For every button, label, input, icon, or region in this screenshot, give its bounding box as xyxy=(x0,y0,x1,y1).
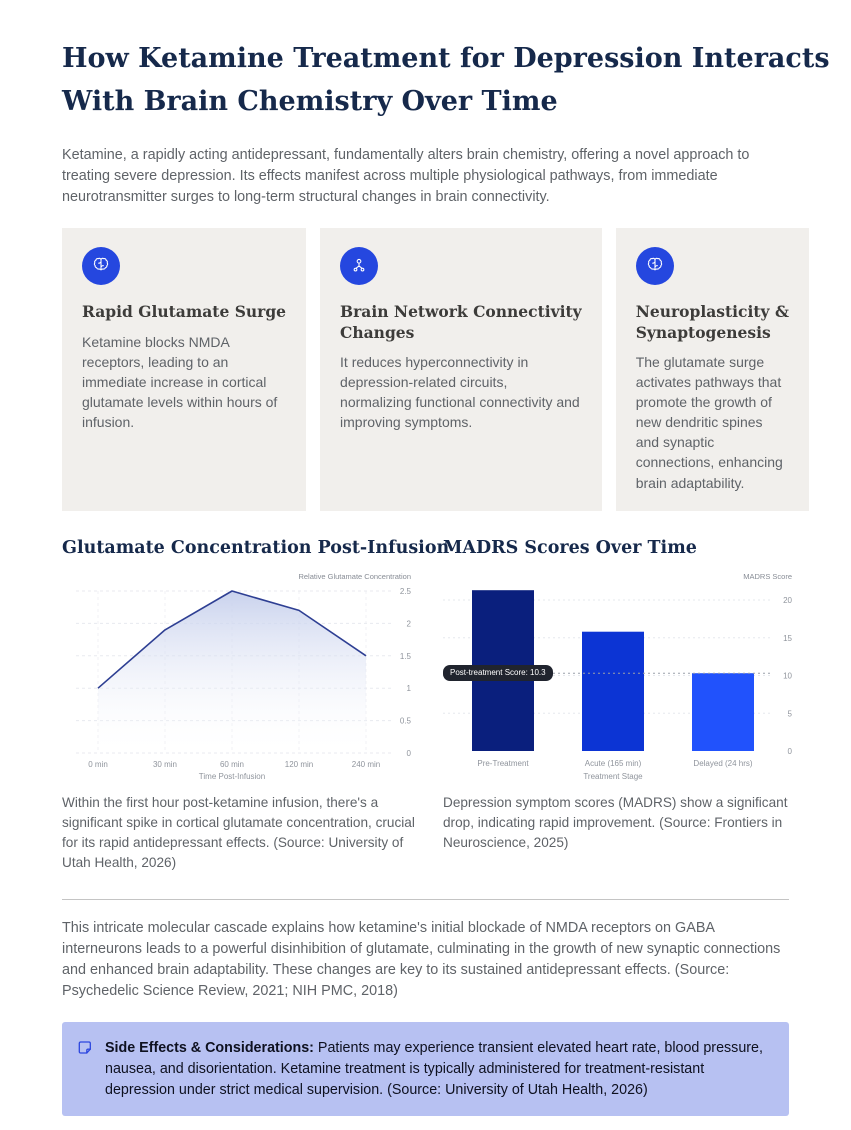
svg-text:Pre-Treatment: Pre-Treatment xyxy=(477,758,529,768)
brain-icon xyxy=(82,247,120,285)
glutamate-chart-section xyxy=(62,537,450,873)
card-brain-network-connectivity xyxy=(320,228,602,510)
network-icon xyxy=(340,247,378,285)
svg-text:Time Post-Infusion: Time Post-Infusion xyxy=(198,771,266,781)
svg-text:0: 0 xyxy=(787,746,792,756)
svg-text:0 min: 0 min xyxy=(88,759,108,769)
card-body: Ketamine blocks NMDA receptors, leading to an immediate increase in cortical glutamate levels within hours of infusion. xyxy=(82,333,278,431)
madrs-chart-section xyxy=(443,537,800,873)
section-divider xyxy=(62,899,789,900)
glutamate-chart-caption: Within the first hour post-ketamine infusion, there's a significant spike in cortical glutamate concentration, crucial for its rapid antidepressant effects. (Source: University of Utah Health, 2026) xyxy=(62,794,415,870)
madrs-chart xyxy=(443,566,800,787)
side-effects-label: Side Effects & Considerations: xyxy=(105,1040,314,1057)
svg-text:240 min: 240 min xyxy=(351,759,381,769)
intro-paragraph: Ketamine, a rapidly acting antidepressant, fundamentally alters brain chemistry, offering a novel approach to treating severe depression. Its effects manifest across multiple physiological pathways, from immediate neurotransmitter surges to long-term structural changes in brain connectivity. xyxy=(62,147,750,206)
svg-text:60 min: 60 min xyxy=(219,759,245,769)
svg-text:Delayed (24 hrs): Delayed (24 hrs) xyxy=(693,758,753,768)
svg-text:20: 20 xyxy=(783,595,792,605)
svg-text:30 min: 30 min xyxy=(152,759,178,769)
card-body: The glutamate surge activates pathways that promote the growth of new dendritic spines and synaptic connections, enhancing brain adaptability. xyxy=(635,353,783,491)
card-rapid-glutamate-surge xyxy=(62,228,306,510)
svg-text:0: 0 xyxy=(406,748,411,758)
summary-paragraph: This intricate molecular cascade explains how ketamine's initial blockade of NMDA receptors on GABA interneurons leads to a powerful disinhibition of glutamate, culminating in the growth of new synaptic connections and enhanced brain adaptability. These changes are key to its sustained antidepressant effects. (Source: Psychedelic Science Review, 2021; NIH PMC, 2018) xyxy=(62,919,781,1000)
svg-text:2.5: 2.5 xyxy=(399,586,411,596)
feature-cards-row xyxy=(62,228,789,510)
svg-text:5: 5 xyxy=(787,708,792,718)
page-title-line1: How Ketamine Treatment for Depression Interacts xyxy=(62,43,830,74)
madrs-chart-title: MADRS Scores Over Time xyxy=(443,537,697,558)
glutamate-area-chart xyxy=(62,566,425,782)
madrs-chart-caption: Depression symptom scores (MADRS) show a significant drop, indicating rapid improvement. (Source: Frontiers in Neuroscience, 2025) xyxy=(443,794,788,850)
svg-text:1: 1 xyxy=(406,683,411,693)
svg-text:10: 10 xyxy=(783,671,792,681)
svg-text:Acute (165 min): Acute (165 min) xyxy=(584,758,642,768)
glutamate-chart xyxy=(62,566,425,787)
svg-text:2: 2 xyxy=(406,618,411,628)
side-effects-callout xyxy=(62,1022,789,1116)
brain-icon xyxy=(636,247,674,285)
charts-row xyxy=(62,537,792,873)
page-title-line2: With Brain Chemistry Over Time xyxy=(62,85,558,117)
svg-text:MADRS Score: MADRS Score xyxy=(743,571,792,581)
card-title: Rapid Glutamate Surge xyxy=(82,302,287,322)
post-treatment-score-tooltip: Post-treatment Score: 10.3 xyxy=(443,665,553,681)
svg-text:15: 15 xyxy=(783,633,792,643)
page-title xyxy=(62,38,830,123)
svg-text:1.5: 1.5 xyxy=(399,651,411,661)
card-body: It reduces hyperconnectivity in depression-related circuits, normalizing functional connectivity and improving symptoms. xyxy=(340,353,580,431)
card-neuroplasticity-synaptogenesis xyxy=(616,228,809,510)
note-icon xyxy=(78,1040,94,1061)
card-title: Neuroplasticity & Synaptogenesis xyxy=(635,302,789,342)
glutamate-chart-title: Glutamate Concentration Post-Infusion xyxy=(62,537,450,558)
card-title: Brain Network Connectivity Changes xyxy=(340,302,582,342)
svg-text:Treatment Stage: Treatment Stage xyxy=(583,771,643,781)
svg-text:120 min: 120 min xyxy=(284,759,314,769)
svg-text:0.5: 0.5 xyxy=(399,716,411,726)
side-effects-text: Side Effects & Considerations: Patients may experience transient elevated heart rate, blood pressure, nausea, and disorientation. Ketamine treatment is typically administered for treatment-resistant depression under strict medical supervision. (Source: University of Utah Health, 2026) xyxy=(105,1040,763,1099)
svg-text:Relative Glutamate Concentrati: Relative Glutamate Concentration xyxy=(298,571,411,581)
